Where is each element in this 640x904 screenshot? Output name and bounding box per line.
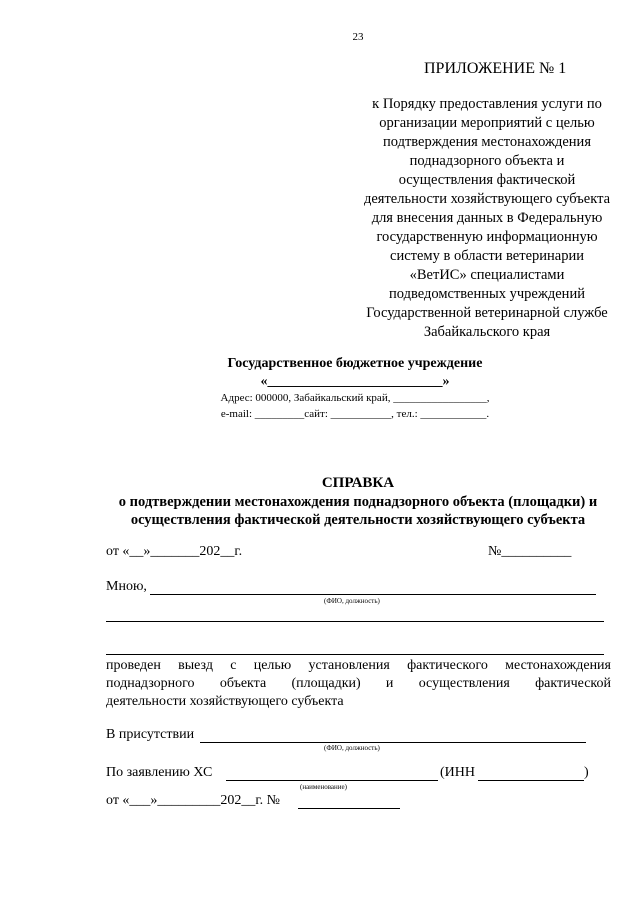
organization-title: Государственное бюджетное учреждение bbox=[227, 356, 483, 371]
appendix-line: деятельности хозяйствующего субъекта bbox=[363, 191, 611, 207]
visit-line: деятельности хозяйствующего субъекта bbox=[106, 694, 344, 709]
appendix-line: организации мероприятий с целью bbox=[379, 115, 595, 131]
appendix-description bbox=[356, 95, 618, 342]
appendix-line: государственную информационную bbox=[376, 229, 598, 245]
inn-line bbox=[478, 780, 584, 781]
visit-statement bbox=[106, 657, 611, 711]
appendix-line: к Порядку предоставления услуги по bbox=[372, 96, 602, 112]
date-field: от «__»_______202__г. bbox=[106, 544, 243, 559]
document-subtitle-line: о подтверждении местонахождения поднадзорного объекта (площадки) и bbox=[118, 494, 598, 510]
appendix-line: подведомственных учреждений bbox=[389, 286, 585, 302]
application-number-line bbox=[298, 808, 400, 809]
appendix-line: Забайкальского края bbox=[423, 324, 551, 340]
appendix-title: ПРИЛОЖЕНИЕ № 1 bbox=[424, 60, 567, 77]
appendix-line: поднадзорного объекта и bbox=[409, 153, 565, 169]
page-number: 23 bbox=[352, 31, 364, 43]
organization-name-line: «_________________________» bbox=[260, 374, 450, 389]
appendix-line: подтверждения местонахождения bbox=[382, 134, 591, 150]
document-subtitle-line: осуществления фактической деятельности хозяйствующего субъекта bbox=[130, 512, 586, 528]
presence-label: В присутствии bbox=[106, 727, 195, 742]
document-subtitle bbox=[100, 493, 616, 529]
appendix-line: для внесения данных в Федеральную bbox=[371, 210, 603, 226]
organization-contacts: e-mail: _________сайт: ___________, тел.: ____________. bbox=[220, 408, 490, 420]
applicant-name-line bbox=[226, 780, 438, 781]
by-hint: (ФИО, должность) bbox=[324, 597, 380, 605]
application-label: По заявлению ХС bbox=[106, 765, 213, 780]
application-hint: (наименование) bbox=[300, 783, 347, 791]
visit-line: проведен выезд с целью установления фактического местонахождения bbox=[106, 658, 611, 673]
number-field: №__________ bbox=[488, 544, 572, 559]
blank-line bbox=[106, 621, 604, 622]
document-title: СПРАВКА bbox=[321, 475, 395, 491]
by-label: Мною, bbox=[106, 579, 147, 594]
inn-label: (ИНН bbox=[440, 765, 475, 780]
appendix-line: «ВетИС» специалистами bbox=[409, 267, 565, 283]
presence-name-line bbox=[200, 742, 586, 743]
appendix-line: Государственной ветеринарной службе bbox=[366, 305, 608, 321]
by-name-line bbox=[150, 594, 596, 595]
application-date-field: от «___»_________202__г. № bbox=[106, 793, 280, 808]
blank-line bbox=[106, 654, 604, 655]
organization-address: Адрес: 000000, Забайкальский край, _________________, bbox=[220, 392, 490, 404]
presence-hint: (ФИО, должность) bbox=[324, 744, 380, 752]
appendix-line: осуществления фактической bbox=[398, 172, 576, 188]
inn-close: ) bbox=[584, 765, 589, 780]
appendix-line: систему в области ветеринарии bbox=[390, 248, 584, 264]
visit-line: поднадзорного объекта (площадки) и осуществления фактической bbox=[106, 676, 611, 691]
